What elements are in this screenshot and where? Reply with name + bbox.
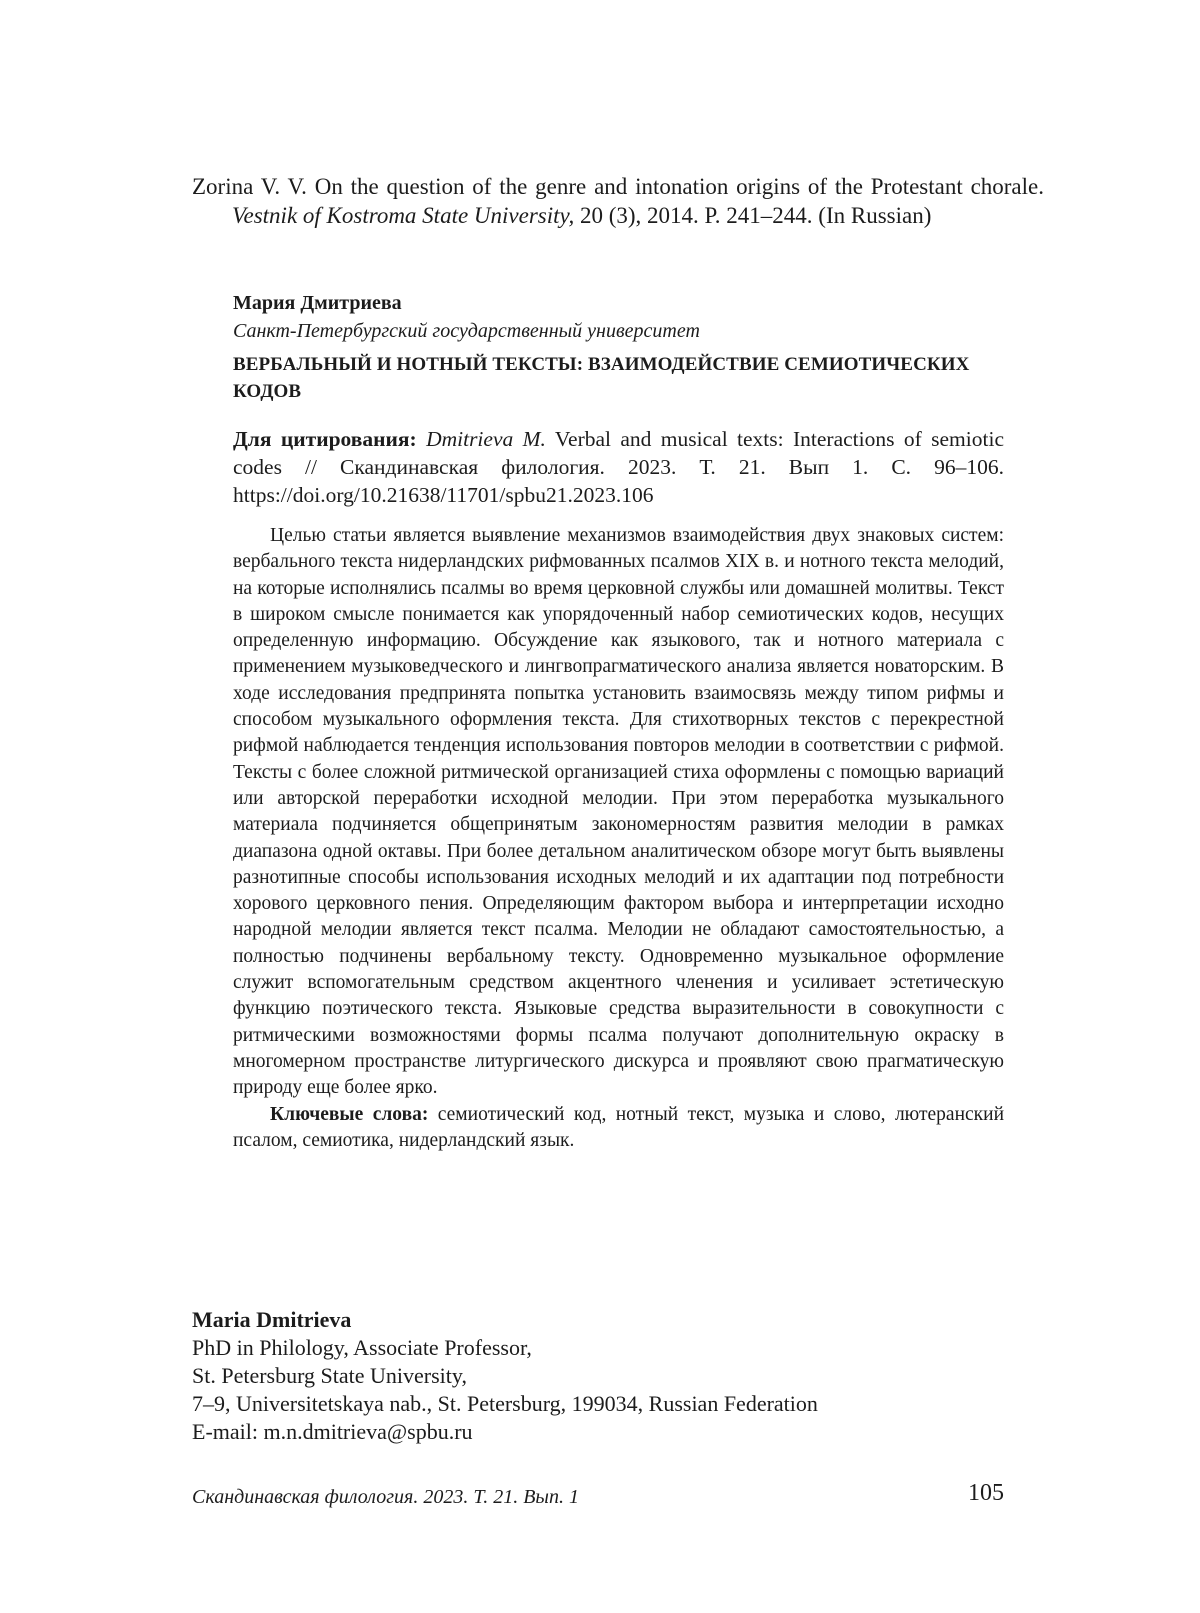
reference-entry — [192, 172, 1044, 230]
contact-address: 7–9, Universitetskaya nab., St. Petersburg, 199034, Russian Federation — [192, 1391, 818, 1416]
article-title: ВЕРБАЛЬНЫЙ И НОТНЫЙ ТЕКСТЫ: ВЗАИМОДЕЙСТВИЕ СЕМИОТИЧЕСКИХ КОДОВ — [233, 354, 970, 402]
citation-label: Для цитирования: — [233, 427, 417, 451]
contact-email: E-mail: m.n.dmitrieva@spbu.ru — [192, 1419, 473, 1444]
contact-degree: PhD in Philology, Associate Professor, — [192, 1335, 532, 1360]
keywords-text: семиотический код, нотный текст, музыка и слово, лютеранский псалом, семиотика, нидерландский язык. — [233, 1103, 1005, 1151]
abstract-text: Целью статьи является выявление механизмов взаимодействия двух знаковых систем: вербального текста нидерландских рифмованных псалмов XIX в. и нотного текста мелодий, на которые исполнялись псалмы во время церковной службы или домашней молитвы. Текст в широком смысле понимается как упорядоченный набор семиотических кодов, несущих определенную информацию. Обсуждение как языкового, так и нотного материала с применением музыковедческого и лингвопрагматического анализа является новаторским. В ходе исследования предпринята попытка установить взаимосвязь между типом рифмы и способом музыкального оформления текста. Для стихотворных текстов с перекрестной рифмой наблюдается тенденция использования повторов мелодии в соответствии с рифмой. Тексты с более сложной ритмической организацией стиха оформлены с помощью вариаций или авторской переработки исходной мелодии. При этом переработка музыкального материала подчиняется общепринятым закономерностям развития мелодии в рамках диапазона одной октавы. При более детальном аналитическом обзоре могут быть выявлены разнотипные способы использования исходных мелодий и их адаптации под потребности хорового церковного пения. Определяющим фактором выбора и интерпретации исходно народной мелодии является текст псалма. Мелодии не обладают самостоятельностью, а полностью подчинены вербальному тексту. Одновременно музыкальное оформление служит вспомогательным средством акцентного членения и усиливает эстетическую функцию поэтического текста. Языковые средства выразительности в совокупности с ритмическими возможностями формы псалма получают дополнительную окраску в многомерном пространстве литургического дискурса и проявляют свою прагматическую природу еще более ярко. — [233, 525, 1004, 1099]
author-affiliation: Санкт-Петербургский государственный университет — [233, 320, 700, 342]
citation-author: Dmitrieva M. — [426, 427, 546, 451]
contact-university: St. Petersburg State University, — [192, 1363, 467, 1388]
reference-prefix: Zorina V. V. On the question of the genre and intonation origins of the Protestant chorale. — [192, 174, 1044, 199]
article-abstract-block — [233, 289, 1004, 1154]
author-contact — [192, 1306, 1004, 1446]
citation — [233, 425, 1004, 509]
citation-text: Verbal and musical texts: Interactions of semiotic codes // Скандинавская филология. 2023. Т. 21. Вып 1. С. 96–106. https://doi.org/10.21638/11701/spbu21.2023.106 — [233, 427, 1004, 507]
reference-suffix: 20 (3), 2014. P. 241–244. (In Russian) — [574, 203, 932, 228]
reference-journal: Vestnik of Kostroma State University, — [232, 203, 575, 228]
keywords-label: Ключевые слова: — [270, 1103, 429, 1125]
keywords — [233, 1102, 1004, 1155]
footer-journal: Скандинавская филология. 2023. Т. 21. Вып. 1 — [192, 1486, 579, 1508]
page-number: 105 — [968, 1480, 1004, 1506]
author-name: Мария Дмитриева — [233, 292, 402, 314]
contact-name: Maria Dmitrieva — [192, 1307, 352, 1332]
